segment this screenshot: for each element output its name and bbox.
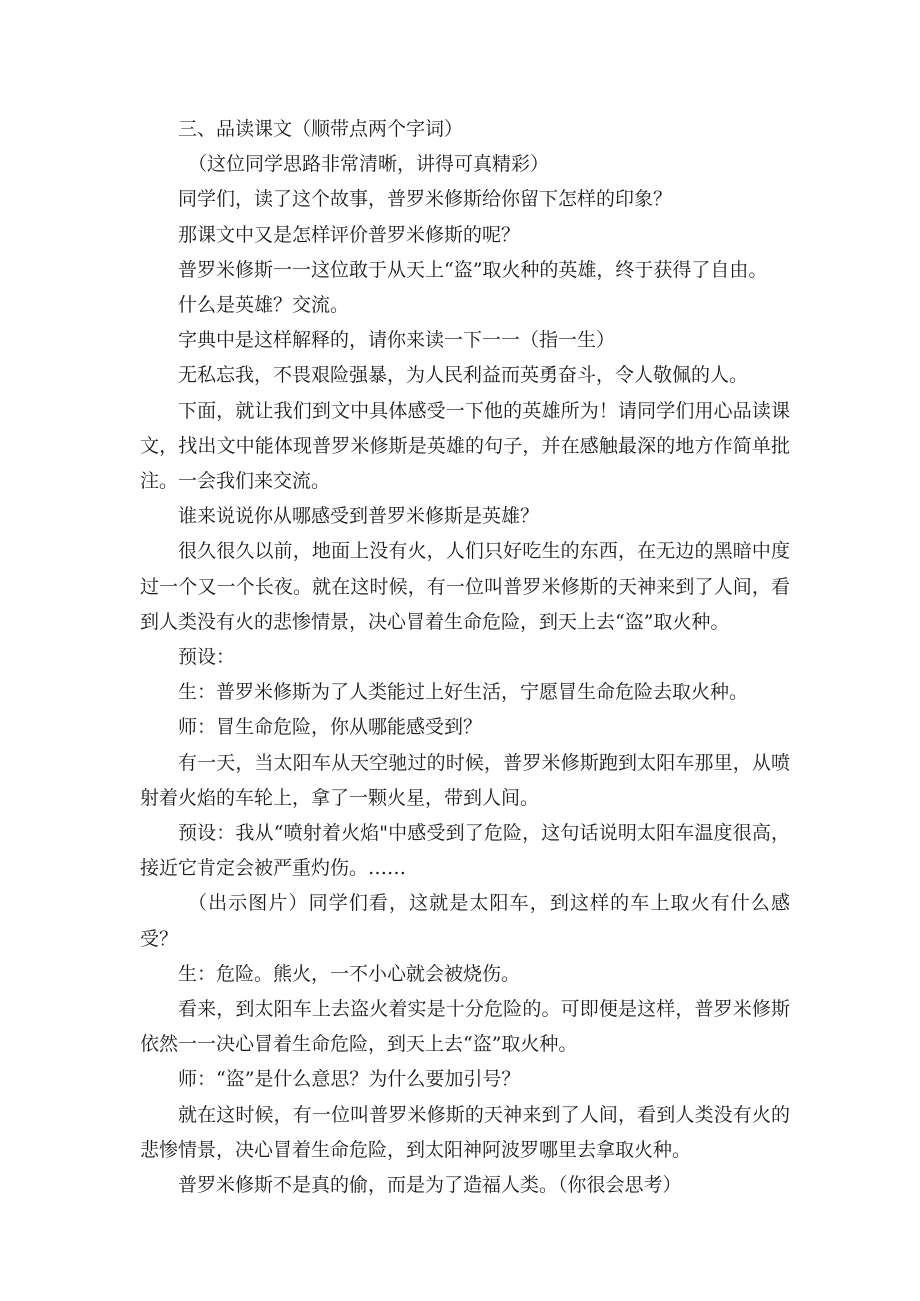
paragraph: 很久很久以前，地面上没有火，人们只好吃生的东西，在无边的黑暗中度过一个又一个长夜。就在这时候，有一位叫普罗米修斯的天神来到了人间，看到人类没有火的悲惨情景，决心冒着生命危险，到天上去“盗”取火种。 [140,540,790,633]
paragraph: 师：“盗”是什么意思？为什么要加引号？ [178,1068,521,1091]
paragraph: 有一天，当太阳车从天空驰过的时候，普罗米修斯跑到太阳车那里，从喷射着火焰的车轮上，拿了一颗火星，带到人间。 [140,751,790,809]
paragraph: （这位同学思路非常清晰，讲得可真精彩） [188,153,550,176]
paragraph: 无私忘我，不畏艰险强暴，为人民利益而英勇奋斗，令人敬佩的人。 [178,364,749,387]
paragraph: 生：普罗米修斯为了人类能过上好生活，宁愿冒生命危险去取火种。 [178,681,749,704]
paragraph: 普罗米修斯一一这位敢于从天上“盗”取火种的英雄，终于获得了自由。 [178,258,768,281]
paragraph: 什么是英雄？交流。 [178,294,350,317]
paragraph: 下面，就让我们到文中具体感受一下他的英雄所为！请同学们用心品读课文，找出文中能体现普罗米修斯是英雄的句子，并在感触最深的地方作简单批注。一会我们来交流。 [140,399,790,493]
paragraph: 普罗米修斯不是真的偷，而是为了造福人类。（你很会思考） [178,1174,682,1197]
paragraph: 同学们，读了这个故事，普罗米修斯给你留下怎样的印象？ [178,188,673,211]
paragraph: 字典中是这样解释的，请你来读一下一一（指一生） [178,329,616,352]
document-body [140,112,790,1203]
paragraph: 谁来说说你从哪感受到普罗米修斯是英雄？ [178,505,540,528]
paragraph: 预设：我从“喷射着火焰"中感受到了危险，这句话说明太阳车温度很高，接近它肯定会被严重灼伤。…… [140,822,790,880]
paragraph: 看来，到太阳车上去盗火着实是十分危险的。可即便是这样，普罗米修斯依然一一决心冒着生命危险，到天上去“盗”取火种。 [140,998,790,1056]
paragraph: 那课文中又是怎样评价普罗米修斯的呢？ [178,223,521,246]
paragraph: 生：危险。熊火，一不小心就会被烧伤。 [178,962,521,985]
section-heading: 三、品读课文（顺带点两个字词） [178,118,464,140]
paragraph: 师：冒生命危险，你从哪能感受到？ [178,716,483,739]
paragraph: 预设： [178,646,236,669]
paragraph: 就在这时候，有一位叫普罗米修斯的天神来到了人间，看到人类没有火的悲惨情景，决心冒着生命危险，到太阳神阿波罗哪里去拿取火种。 [140,1103,790,1161]
paragraph: （出示图片）同学们看，这就是太阳车，到这样的车上取火有什么感受？ [140,892,790,950]
